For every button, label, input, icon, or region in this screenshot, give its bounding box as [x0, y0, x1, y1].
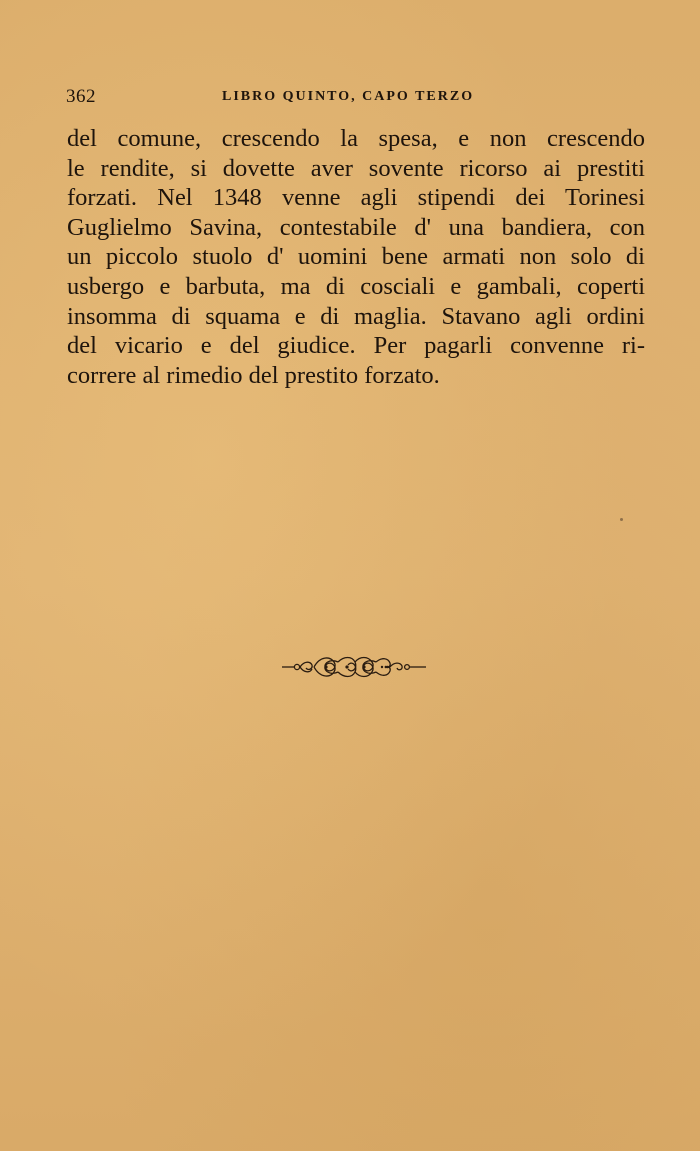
text-line: insomma di squama e di maglia. Stavano agli ordini	[67, 302, 645, 330]
text-line: le rendite, si dovette aver sovente ricorso ai prestiti	[67, 154, 645, 182]
text-line: del vicario e del giudice. Per pagarli convenne ri-	[67, 332, 645, 360]
running-header	[66, 86, 642, 110]
running-title: LIBRO QUINTO, CAPO TERZO	[222, 89, 475, 104]
page-number: 362	[66, 86, 96, 107]
text-line: correre al rimedio del prestito forzato.	[67, 361, 440, 389]
body-paragraph	[67, 124, 645, 390]
text-line: del comune, crescendo la spesa, e non crescendo	[67, 125, 645, 152]
text-line: un piccolo stuolo d' uomini bene armati non solo di	[67, 243, 645, 271]
text-line: usbergo e barbuta, ma di cosciali e gambali, coperti	[67, 272, 645, 300]
text-line: forzati. Nel 1348 venne agli stipendi dei Torinesi	[67, 184, 645, 212]
text-line: Guglielmo Savina, contestabile d' una bandiera, con	[67, 213, 645, 241]
scroll-ornament-icon	[280, 650, 430, 684]
paper-speck	[620, 518, 623, 521]
